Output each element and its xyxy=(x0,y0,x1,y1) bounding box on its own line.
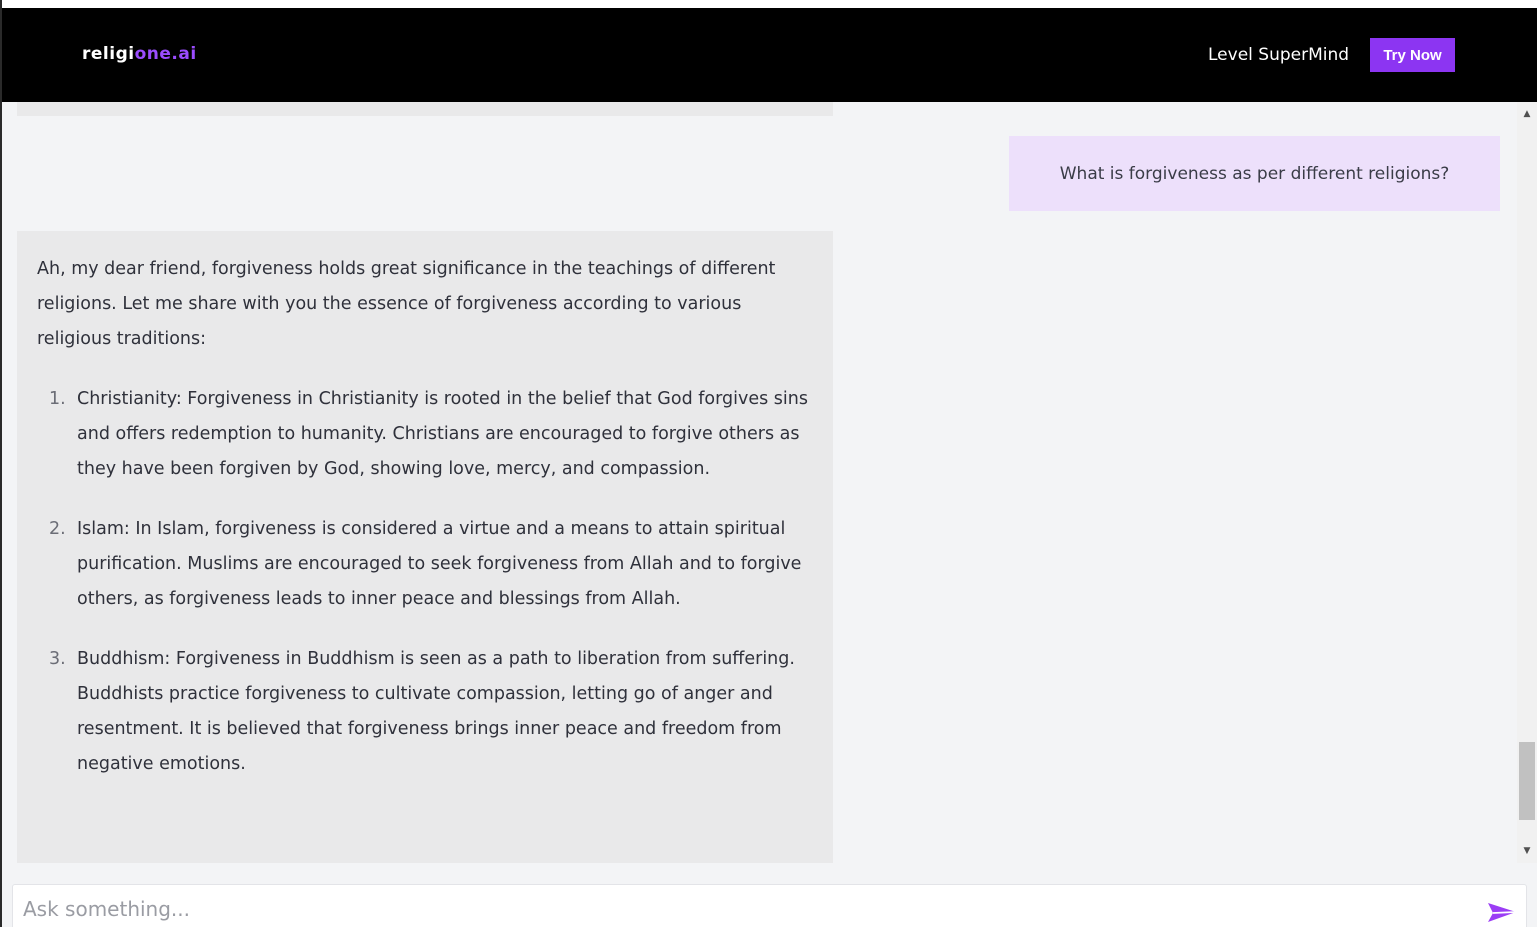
ai-message-list xyxy=(37,382,813,782)
previous-ai-message-bubble xyxy=(17,102,833,116)
scroll-down-arrow-icon[interactable]: ▼ xyxy=(1523,846,1531,856)
ask-something-input[interactable] xyxy=(12,884,1527,927)
list-item-text: Christianity: Forgiveness in Christianity is rooted in the belief that God forgives sins and offers redemption to humanity. Christians are encouraged to forgive others as they have been forgiven by God, showing love, mercy, and compassion. xyxy=(77,389,808,479)
user-message-bubble xyxy=(1009,136,1500,211)
list-item xyxy=(37,382,813,487)
user-message-text: What is forgiveness as per different religions? xyxy=(1059,163,1450,184)
try-now-button[interactable]: Try Now xyxy=(1370,38,1455,72)
list-item xyxy=(37,512,813,617)
scroll-up-arrow-icon[interactable]: ▲ xyxy=(1523,109,1531,119)
list-item-text: Buddhism: Forgiveness in Buddhism is seen as a path to liberation from suffering. Buddhists practice forgiveness to cultivate compassion, letting go of anger and resentment. It is believed that forgiveness brings inner peace and freedom from negative emotions. xyxy=(77,649,795,774)
ai-message-bubble xyxy=(17,231,833,863)
window-top-strip xyxy=(0,0,1537,8)
scrollbar-thumb[interactable] xyxy=(1519,742,1535,820)
window-left-edge xyxy=(0,0,2,927)
ai-message-intro: Ah, my dear friend, forgiveness holds great significance in the teachings of different religions. Let me share with you the essence of forgiveness according to various religious traditions: xyxy=(37,259,776,349)
list-item-number: 3. xyxy=(49,649,66,669)
logo-text-primary: religi xyxy=(82,44,135,64)
list-item-text: Islam: In Islam, forgiveness is considered a virtue and a means to attain spiritual purification. Muslims are encouraged to seek forgiveness from Allah and to forgive others, as forgiveness leads to inner peace and blessings from Allah. xyxy=(77,519,802,609)
chat-thread[interactable] xyxy=(2,102,1517,863)
list-item-number: 1. xyxy=(49,389,66,409)
logo-text-accent: one.ai xyxy=(134,44,197,64)
list-item xyxy=(37,642,813,782)
brand-logo[interactable] xyxy=(82,44,197,64)
send-icon[interactable] xyxy=(1486,901,1518,925)
chat-scrollbar[interactable] xyxy=(1517,102,1537,863)
top-navbar xyxy=(0,8,1537,102)
level-supermind-link[interactable]: Level SuperMind xyxy=(1208,45,1350,65)
list-item-number: 2. xyxy=(49,519,66,539)
